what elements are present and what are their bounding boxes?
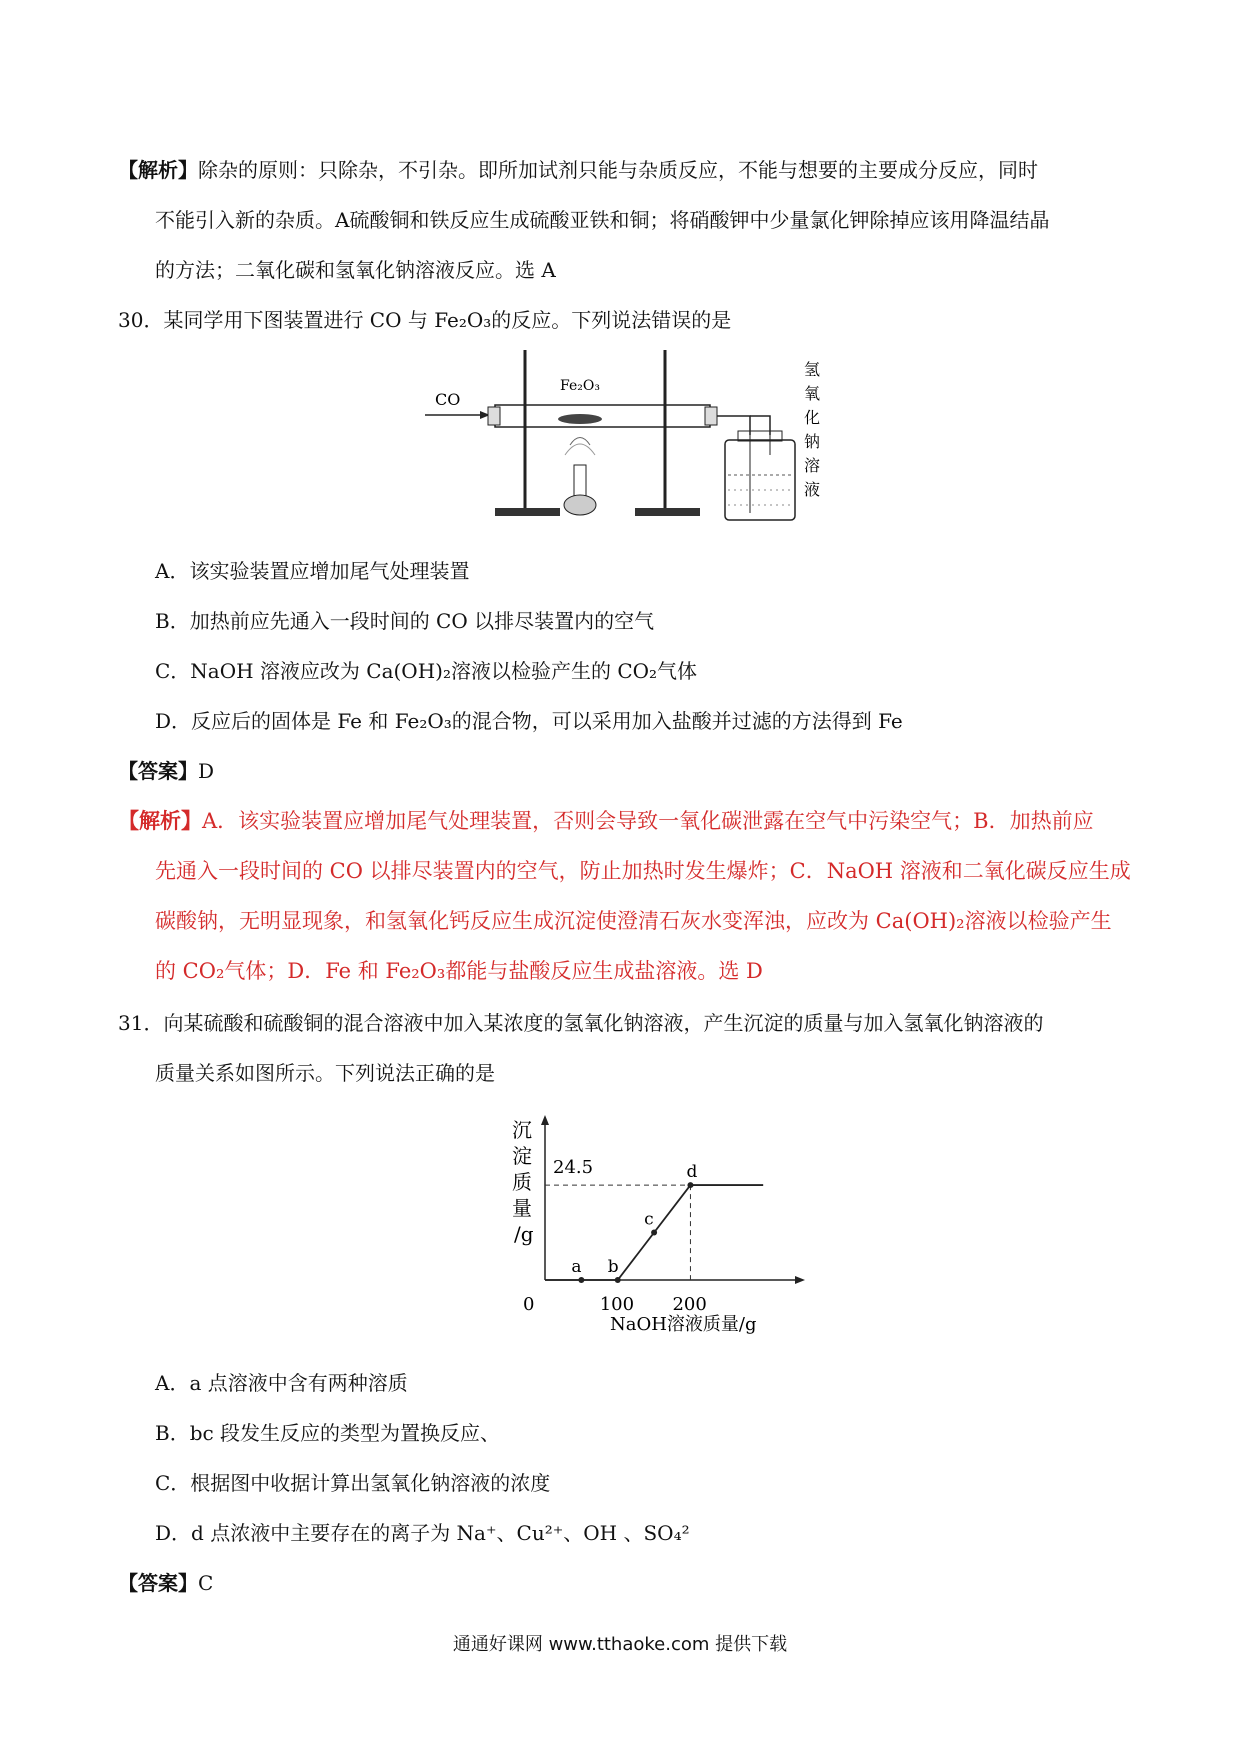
y-tick-label: 24.5 — [553, 1157, 594, 1179]
svg-text:氧: 氧 — [804, 384, 820, 403]
naoh-solution-label — [804, 360, 820, 499]
svg-text:淀: 淀 — [512, 1144, 532, 1168]
q31-option-d: D．d 点浓液中主要存在的离子为 Na⁺、Cu²⁺、OH 、SO₄² — [155, 1521, 690, 1545]
q30-analysis-line2: 先通入一段时间的 CO 以排尽装置内的空气，防止加热时发生爆炸；C．NaOH 溶液和二氧化碳反应生成 — [155, 859, 1131, 883]
glass-tube — [495, 405, 710, 427]
point-label-c: c — [644, 1209, 654, 1230]
gas-bottle — [725, 440, 795, 520]
q30-stem: 30．某同学用下图装置进行 CO 与 Fe₂O₃的反应。下列说法错误的是 — [118, 308, 732, 332]
q31-answer: 【答案】C — [118, 1571, 214, 1595]
q30-analysis-line4: 的 CO₂气体；D．Fe 和 Fe₂O₃都能与盐酸反应生成盐溶液。选 D — [155, 959, 763, 983]
fe2o3-label: Fe₂O₃ — [560, 378, 600, 394]
point-label-d: d — [686, 1162, 698, 1183]
point-label-a: a — [571, 1257, 582, 1277]
q30-option-b: B．加热前应先通入一段时间的 CO 以排尽装置内的空气 — [155, 609, 655, 633]
y-axis-label — [512, 1118, 534, 1246]
x-tick-label: 100 — [599, 1294, 635, 1315]
svg-text:化: 化 — [804, 408, 820, 427]
fe2o3-powder — [558, 414, 602, 424]
q30-option-d: D．反应后的固体是 Fe 和 Fe₂O₃的混合物，可以采用加入盐酸并过滤的方法得到 Fe — [155, 709, 903, 733]
svg-text:液: 液 — [804, 480, 820, 499]
footer: 通通好课网 www.tthaoke.com 提供下载 — [452, 1634, 788, 1655]
svg-text:沉: 沉 — [512, 1118, 532, 1142]
analysis-label: 【解析】 — [118, 158, 198, 182]
point-c — [651, 1230, 657, 1236]
point-d — [687, 1182, 693, 1188]
svg-text:量: 量 — [512, 1196, 532, 1220]
q29-analysis-line1: 【解析】除杂的原则：只除杂，不引杂。即所加试剂只能与杂质反应，不能与想要的主要成分反应，同时 — [118, 158, 1038, 182]
q31-option-b: B．bc 段发生反应的类型为置换反应、 — [155, 1421, 501, 1445]
q29-analysis-line2: 不能引入新的杂质。A硫酸铜和铁反应生成硫酸亚铁和铜；将硝酸钾中少量氯化钾除掉应该用降温结晶 — [155, 208, 1050, 232]
precipitate-chart — [500, 1105, 820, 1345]
point-label-b: b — [607, 1257, 619, 1277]
q31-stem-line2: 质量关系如图所示。下列说法正确的是 — [155, 1061, 495, 1085]
svg-text:钠: 钠 — [804, 432, 820, 451]
svg-text:质: 质 — [512, 1170, 532, 1194]
q31-option-c: C．根据图中收据计算出氢氧化钠溶液的浓度 — [155, 1471, 551, 1495]
q30-analysis-line1: 【解析】A．该实验装置应增加尾气处理装置，否则会导致一氧化碳泄露在空气中污染空气；B．加热前应 — [118, 808, 1094, 833]
svg-text:/g: /g — [514, 1222, 534, 1246]
co-label: CO — [435, 390, 461, 409]
apparatus-figure — [420, 345, 820, 535]
svg-text:溶: 溶 — [804, 456, 820, 475]
origin-label: 0 — [523, 1294, 535, 1315]
q30-analysis-line3: 碳酸钠，无明显现象，和氢氧化钙反应生成沉淀使澄清石灰水变浑浊，应改为 Ca(OH)₂溶液以检验产生 — [155, 909, 1112, 933]
question-number: 31． — [118, 1011, 164, 1035]
q30-option-a: A．该实验装置应增加尾气处理装置 — [155, 559, 470, 583]
svg-text:氢: 氢 — [804, 360, 820, 379]
point-b — [615, 1277, 621, 1283]
x-axis-label: NaOH溶液质量/g — [610, 1314, 757, 1335]
question-number: 30． — [118, 308, 164, 332]
point-a — [578, 1277, 584, 1283]
q30-option-c: C．NaOH 溶液应改为 Ca(OH)₂溶液以检验产生的 CO₂气体 — [155, 659, 698, 683]
q31-stem-line1: 31．向某硫酸和硫酸铜的混合溶液中加入某浓度的氢氧化钠溶液，产生沉淀的质量与加入氢氧化钠溶液的 — [118, 1011, 1044, 1035]
x-tick-label: 200 — [672, 1294, 707, 1315]
q30-answer: 【答案】D — [118, 759, 215, 783]
q31-option-a: A．a 点溶液中含有两种溶质 — [155, 1371, 408, 1395]
chart-marks — [545, 1162, 763, 1283]
q29-analysis-line3: 的方法；二氧化碳和氢氧化钠溶液反应。选 A — [155, 258, 556, 282]
